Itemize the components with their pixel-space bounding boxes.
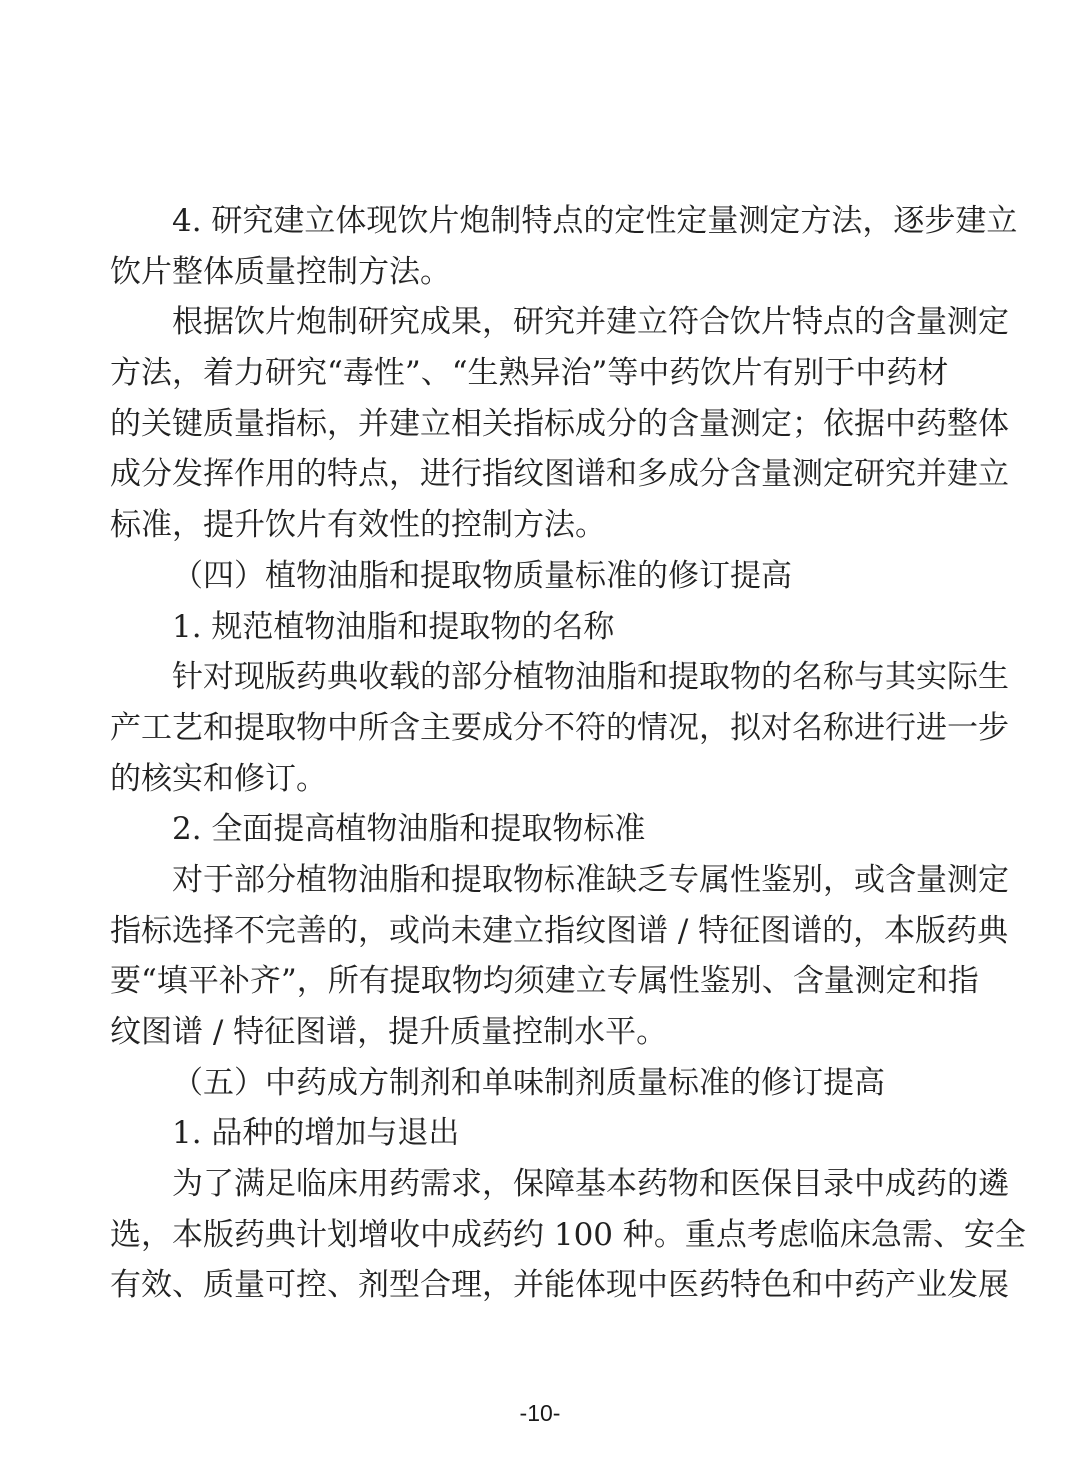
text-line: 选，本版药典计划增收中成药约 100 种。重点考虑临床急需、安全: [110, 1216, 1026, 1253]
text-line: 纹图谱 / 特征图谱，提升质量控制水平。: [110, 1014, 668, 1050]
page-number: -10-: [519, 1400, 561, 1426]
text-line: 指标选择不完善的，或尚未建立指纹图谱 / 特征图谱的，本版药典: [110, 912, 1009, 949]
text-line: 标准，提升饮片有效性的控制方法。: [110, 507, 606, 544]
text-line: 有效、质量可控、剂型合理，并能体现中医药特色和中药产业发展: [110, 1267, 1009, 1304]
text-line: （四）植物油脂和提取物质量标准的修订提高: [172, 557, 792, 594]
text-line: 的关键质量指标，并建立相关指标成分的含量测定；依据中药整体: [110, 405, 1009, 442]
text-line: 产工艺和提取物中所含主要成分不符的情况，拟对名称进行进一步: [110, 709, 1009, 746]
text-line: 对于部分植物油脂和提取物标准缺乏专属性鉴别，或含量测定: [172, 861, 1009, 898]
text-line: 成分发挥作用的特点，进行指纹图谱和多成分含量测定研究并建立: [110, 456, 1009, 493]
text-line: 方法，着力研究“毒性”、“生熟异治”等中药饮片有别于中药材: [110, 355, 949, 392]
text-line: 根据饮片炮制研究成果，研究并建立符合饮片特点的含量测定: [172, 304, 1009, 341]
text-line: 为了满足临床用药需求，保障基本药物和医保目录中成药的遴: [172, 1166, 1009, 1203]
text-line: 要“填平补齐”，所有提取物均须建立专属性鉴别、含量测定和指: [110, 963, 979, 1000]
text-line: 2. 全面提高植物油脂和提取物标准: [172, 811, 646, 848]
document-body: [110, 196, 1026, 1311]
text-line: 的核实和修订。: [110, 760, 327, 797]
text-line: 1. 品种的增加与退出: [172, 1115, 460, 1152]
text-line: 饮片整体质量控制方法。: [110, 253, 451, 290]
text-line: （五）中药成方制剂和单味制剂质量标准的修订提高: [172, 1064, 885, 1101]
text-line: 针对现版药典收载的部分植物油脂和提取物的名称与其实际生: [172, 659, 1009, 696]
text-line: 4. 研究建立体现饮片炮制特点的定性定量测定方法，逐步建立: [172, 203, 1018, 239]
text-line: 1. 规范植物油脂和提取物的名称: [172, 608, 615, 645]
